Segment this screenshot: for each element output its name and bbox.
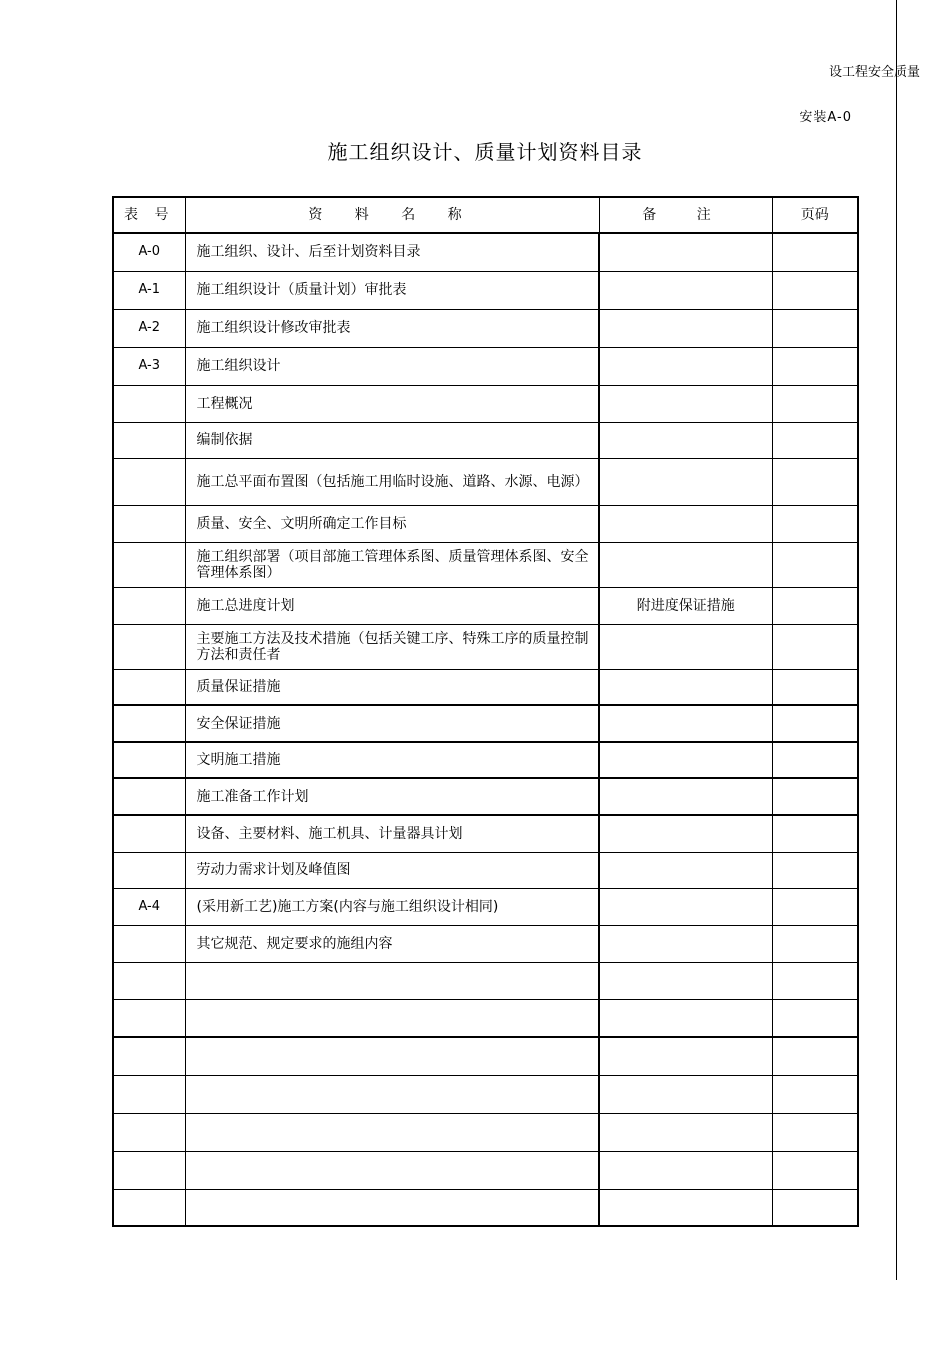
row-page-cell [772,1113,858,1151]
row-page-cell [772,587,858,624]
row-page-cell [772,742,858,778]
column-header-name: 资 料 名 称 [185,197,599,233]
table-row [113,778,858,815]
row-name-cell: 施工总进度计划 [185,587,599,624]
row-note-cell [599,624,772,669]
row-name-cell [185,999,599,1037]
table-row [113,925,858,962]
row-name-cell: 施工准备工作计划 [185,778,599,815]
table-row [113,385,858,422]
row-page-cell [772,1151,858,1189]
row-page-cell [772,233,858,271]
row-page-cell [772,815,858,852]
row-page-cell [772,1037,858,1075]
table-row [113,624,858,669]
table-row [113,505,858,542]
row-note-cell [599,309,772,347]
row-name-cell: 主要施工方法及技术措施（包括关键工序、特殊工序的质量控制方法和责任者 [185,624,599,669]
row-page-cell [772,422,858,458]
row-code-cell [113,1189,185,1226]
table-row [113,1189,858,1226]
row-code-cell [113,505,185,542]
row-page-cell [772,458,858,505]
row-name-cell: 工程概况 [185,385,599,422]
row-note-cell [599,778,772,815]
row-code-cell: A-2 [113,309,185,347]
row-page-cell [772,624,858,669]
row-note-cell [599,962,772,999]
table-row [113,852,858,888]
row-note-cell [599,271,772,309]
row-name-cell: 施工组织设计（质量计划）审批表 [185,271,599,309]
row-page-cell [772,309,858,347]
row-code-cell [113,999,185,1037]
row-page-cell [772,778,858,815]
row-page-cell [772,385,858,422]
row-code-cell [113,778,185,815]
table-row [113,309,858,347]
row-note-cell [599,999,772,1037]
row-name-cell: 施工总平面布置图（包括施工用临时设施、道路、水源、电源） [185,458,599,505]
row-note-cell [599,1075,772,1113]
row-name-cell [185,1037,599,1075]
row-page-cell [772,1189,858,1226]
table-row [113,1113,858,1151]
row-name-cell: 施工组织部署（项目部施工管理体系图、质量管理体系图、安全管理体系图） [185,542,599,587]
row-page-cell [772,505,858,542]
row-note-cell [599,505,772,542]
table-row [113,271,858,309]
row-code-cell [113,1037,185,1075]
row-code-cell: A-0 [113,233,185,271]
row-name-cell: 设备、主要材料、施工机具、计量器具计划 [185,815,599,852]
table-row [113,542,858,587]
table-row [113,962,858,999]
table-row [113,1075,858,1113]
row-code-cell [113,458,185,505]
row-note-cell [599,1189,772,1226]
row-code-cell [113,1151,185,1189]
row-page-cell [772,888,858,925]
row-note-cell [599,925,772,962]
row-note-cell [599,852,772,888]
table-body [113,233,858,1226]
table-row [113,1037,858,1075]
row-code-cell [113,542,185,587]
row-name-cell: 文明施工措施 [185,742,599,778]
row-note-cell [599,458,772,505]
page-edge-line [896,0,897,1280]
row-name-cell: 质量、安全、文明所确定工作目标 [185,505,599,542]
row-code-cell [113,1075,185,1113]
row-note-cell: 附进度保证措施 [599,587,772,624]
row-code-cell [113,1113,185,1151]
row-page-cell [772,852,858,888]
row-name-cell: 安全保证措施 [185,705,599,742]
row-code-cell [113,742,185,778]
row-code-cell [113,587,185,624]
row-page-cell [772,962,858,999]
row-page-cell [772,347,858,385]
row-name-cell [185,1075,599,1113]
table-header-row [113,197,858,233]
row-note-cell [599,385,772,422]
column-header-code: 表 号 [113,197,185,233]
document-code: 安装A-0 [799,110,852,125]
row-code-cell [113,669,185,705]
row-code-cell: A-1 [113,271,185,309]
row-note-cell [599,542,772,587]
row-note-cell [599,888,772,925]
row-note-cell [599,1113,772,1151]
row-name-cell: 劳动力需求计划及峰值图 [185,852,599,888]
table-row [113,1151,858,1189]
row-note-cell [599,815,772,852]
row-code-cell [113,925,185,962]
column-header-note: 备 注 [599,197,772,233]
table-row [113,888,858,925]
table-row [113,705,858,742]
row-name-cell: 其它规范、规定要求的施组内容 [185,925,599,962]
column-header-page: 页码 [772,197,858,233]
row-page-cell [772,542,858,587]
row-name-cell: 质量保证措施 [185,669,599,705]
table-row [113,999,858,1037]
row-page-cell [772,1075,858,1113]
row-note-cell [599,1151,772,1189]
row-note-cell [599,669,772,705]
corner-header-text: 设工程安全质量 [828,65,920,80]
row-code-cell [113,852,185,888]
row-code-cell [113,962,185,999]
row-note-cell [599,347,772,385]
row-code-cell [113,385,185,422]
row-code-cell [113,705,185,742]
page-title: 施工组织设计、质量计划资料目录 [327,140,643,164]
table-row [113,233,858,271]
row-name-cell [185,1113,599,1151]
row-name-cell [185,1189,599,1226]
table-row [113,587,858,624]
row-page-cell [772,271,858,309]
row-note-cell [599,233,772,271]
row-name-cell: (采用新工艺)施工方案(内容与施工组织设计相同) [185,888,599,925]
row-page-cell [772,925,858,962]
row-note-cell [599,742,772,778]
table-row [113,347,858,385]
row-name-cell: 编制依据 [185,422,599,458]
row-code-cell [113,422,185,458]
row-code-cell: A-3 [113,347,185,385]
row-note-cell [599,1037,772,1075]
row-page-cell [772,999,858,1037]
row-name-cell: 施工组织、设计、后至计划资料目录 [185,233,599,271]
table-row [113,422,858,458]
row-note-cell [599,705,772,742]
row-name-cell: 施工组织设计 [185,347,599,385]
row-name-cell [185,962,599,999]
row-name-cell: 施工组织设计修改审批表 [185,309,599,347]
table-row [113,742,858,778]
row-code-cell: A-4 [113,888,185,925]
table-row [113,669,858,705]
catalog-table [112,196,859,1227]
row-code-cell [113,624,185,669]
row-page-cell [772,705,858,742]
row-page-cell [772,669,858,705]
row-note-cell [599,422,772,458]
table-row [113,458,858,505]
row-code-cell [113,815,185,852]
table-row [113,815,858,852]
row-name-cell [185,1151,599,1189]
